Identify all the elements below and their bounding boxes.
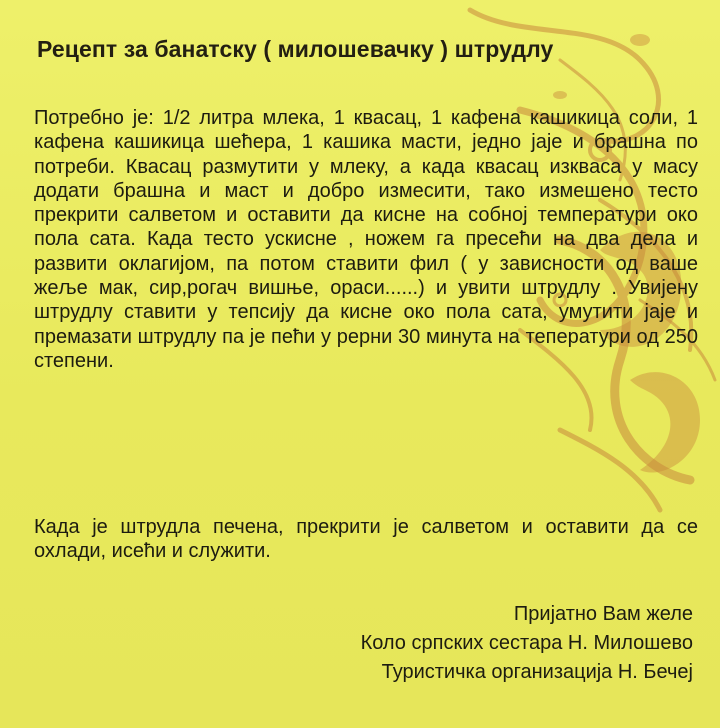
signature-greeting: Пријатно Вам желе xyxy=(513,603,693,625)
signature-organization-1: Коло српских сестара Н. Милошево xyxy=(360,632,693,654)
signature-block xyxy=(361,600,693,687)
recipe-title: Рецепт за банатску ( милошевачку ) штрудлу xyxy=(37,36,554,62)
recipe-instructions: Потребно је: 1/2 литра млека, 1 квасац, 1 кафена кашикица соли, 1 кафена кашикица шећера, 1 кашика масти, једно јаје и брашна по потреби. Квасац размутити у млеку, а када квасац изквaса у масу додати брашна и маст и добро измесити, тако измешено тесто прекрити салветом и оставити да кисне на собној температури око пола сата. Када тесто ускисне , ножем га пресећи на два дела и развити оклагијом, па потом ставити фил ( у зависности од ваше жеље мак, сир,рогач вишње, ораси......) и увити штрудлу . Увијену штрудлу ставити у тепсију да кисне око пола сата, умутити јаје и премазати штрудлу па је пећи у рерни 30 минута на теператури од 250 степени. xyxy=(34,107,698,372)
signature-organization-2: Туристичка организација Н. Бечеј xyxy=(381,661,693,683)
recipe-serving-note: Када је штрудла печена, прекрити је салветом и оставити да се охлади, исећи и служити. xyxy=(34,516,698,563)
